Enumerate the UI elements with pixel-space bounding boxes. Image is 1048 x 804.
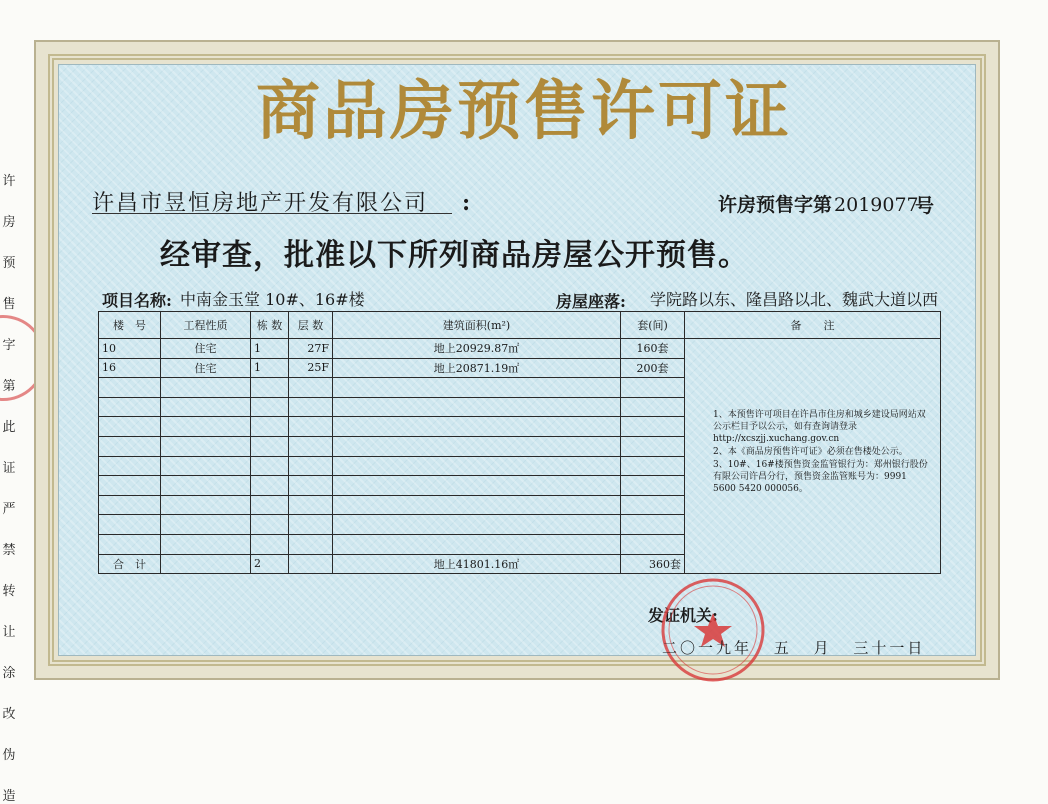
edge-strip-char: 禁: [2, 543, 16, 558]
project-label: 项目名称:: [102, 291, 172, 310]
cell-units: 160套: [621, 339, 685, 359]
edge-strip-char: 涂: [2, 666, 16, 681]
edge-strip-char: 造: [2, 789, 16, 804]
edge-strip-char: 售: [2, 297, 16, 312]
cell-building: 16: [99, 358, 161, 378]
cell-floors: 25F: [289, 358, 333, 378]
note-item: 3、10#、16#楼预售资金监管银行为：郑州银行股份有限公司许昌分行，预售资金监管账号为：9991 5600 5420 000056。: [713, 460, 928, 494]
note-item: 2、本《商品房预售许可证》必须在售楼处公示。: [713, 447, 908, 457]
remarks-cell: [685, 339, 941, 574]
project-name: 中南金玉堂 10#、16#楼: [180, 290, 365, 309]
location-value: 学院路以东、隆昌路以北、魏武大道以西: [650, 290, 939, 309]
cell-count: 1: [251, 358, 289, 378]
certificate-title: 商品房预售许可证: [256, 74, 792, 149]
cell-area: 地上20871.19㎡: [333, 358, 621, 378]
edge-strip-char: 字: [2, 338, 16, 353]
col-header-building: 楼 号: [99, 312, 161, 339]
edge-strip-char: 严: [2, 502, 16, 517]
cell-floors: 27F: [289, 339, 333, 359]
cell-nature: 住宅: [161, 339, 251, 359]
table-row: [99, 339, 941, 359]
edge-strip-char: 证: [2, 461, 16, 476]
company-name: 许昌市昱恒房地产开发有限公司: [92, 191, 429, 216]
note-item: 1、本预售许可项目在许昌市住房和城乡建设局网站双公示栏目予以公示，如有查询请登录http://xcszjj.xuchang.gov.cn: [713, 410, 926, 444]
col-header-nature: 工程性质: [161, 312, 251, 339]
edge-strip-char: 此: [2, 420, 16, 435]
col-header-count: 栋 数: [251, 312, 289, 339]
date-day: 三十一: [853, 639, 908, 657]
col-header-floors: 层 数: [289, 312, 333, 339]
edge-strip-char: 许: [2, 174, 16, 189]
cell-count: 1: [251, 339, 289, 359]
cell-area: 地上20929.87㎡: [333, 339, 621, 359]
permit-number-line: [718, 190, 919, 217]
date-month-unit: 月: [813, 639, 832, 657]
official-seal: [658, 575, 768, 685]
cell-nature: 住宅: [161, 358, 251, 378]
permit-number: 2019077: [834, 194, 919, 216]
approval-statement: 经审查，批准以下所列商品房屋公开预售。: [160, 238, 749, 273]
issuer-label: 发证机关:: [648, 606, 718, 625]
edge-strip-char: 让: [2, 625, 16, 640]
edge-strip-char: 房: [2, 215, 16, 230]
remarks-notes: [685, 339, 940, 495]
total-label: 合 计: [99, 554, 161, 574]
edge-strip-char: 转: [2, 584, 16, 599]
table-header-row: [99, 312, 941, 339]
col-header-area: 建筑面积(m²): [333, 312, 621, 339]
date-month: 五: [773, 639, 792, 657]
edge-strip-char: 预: [2, 256, 16, 271]
company-underline: [92, 213, 452, 214]
cell-building: 10: [99, 339, 161, 359]
total-units: 360套: [621, 554, 685, 574]
permit-suffix: 号: [915, 195, 935, 217]
col-header-units: 套(间): [621, 312, 685, 339]
building-table: [98, 311, 941, 574]
location-label: 房屋座落:: [556, 292, 626, 311]
edge-strip-char: 伪: [2, 748, 16, 763]
date-day-unit: 日: [907, 639, 926, 657]
cell-units: 200套: [621, 358, 685, 378]
issue-date: [662, 637, 925, 658]
permit-prefix: 许房预售字第: [718, 194, 833, 216]
col-header-remarks: 备 注: [685, 312, 941, 339]
total-count: 2: [251, 554, 289, 574]
edge-strip-char: 改: [2, 707, 16, 722]
edge-strip-char: 第: [2, 379, 16, 394]
date-year-unit: 年: [734, 639, 753, 657]
company-colon: :: [462, 190, 471, 216]
date-year: 二〇一九: [662, 639, 735, 657]
total-area: 地上41801.16㎡: [333, 554, 621, 574]
